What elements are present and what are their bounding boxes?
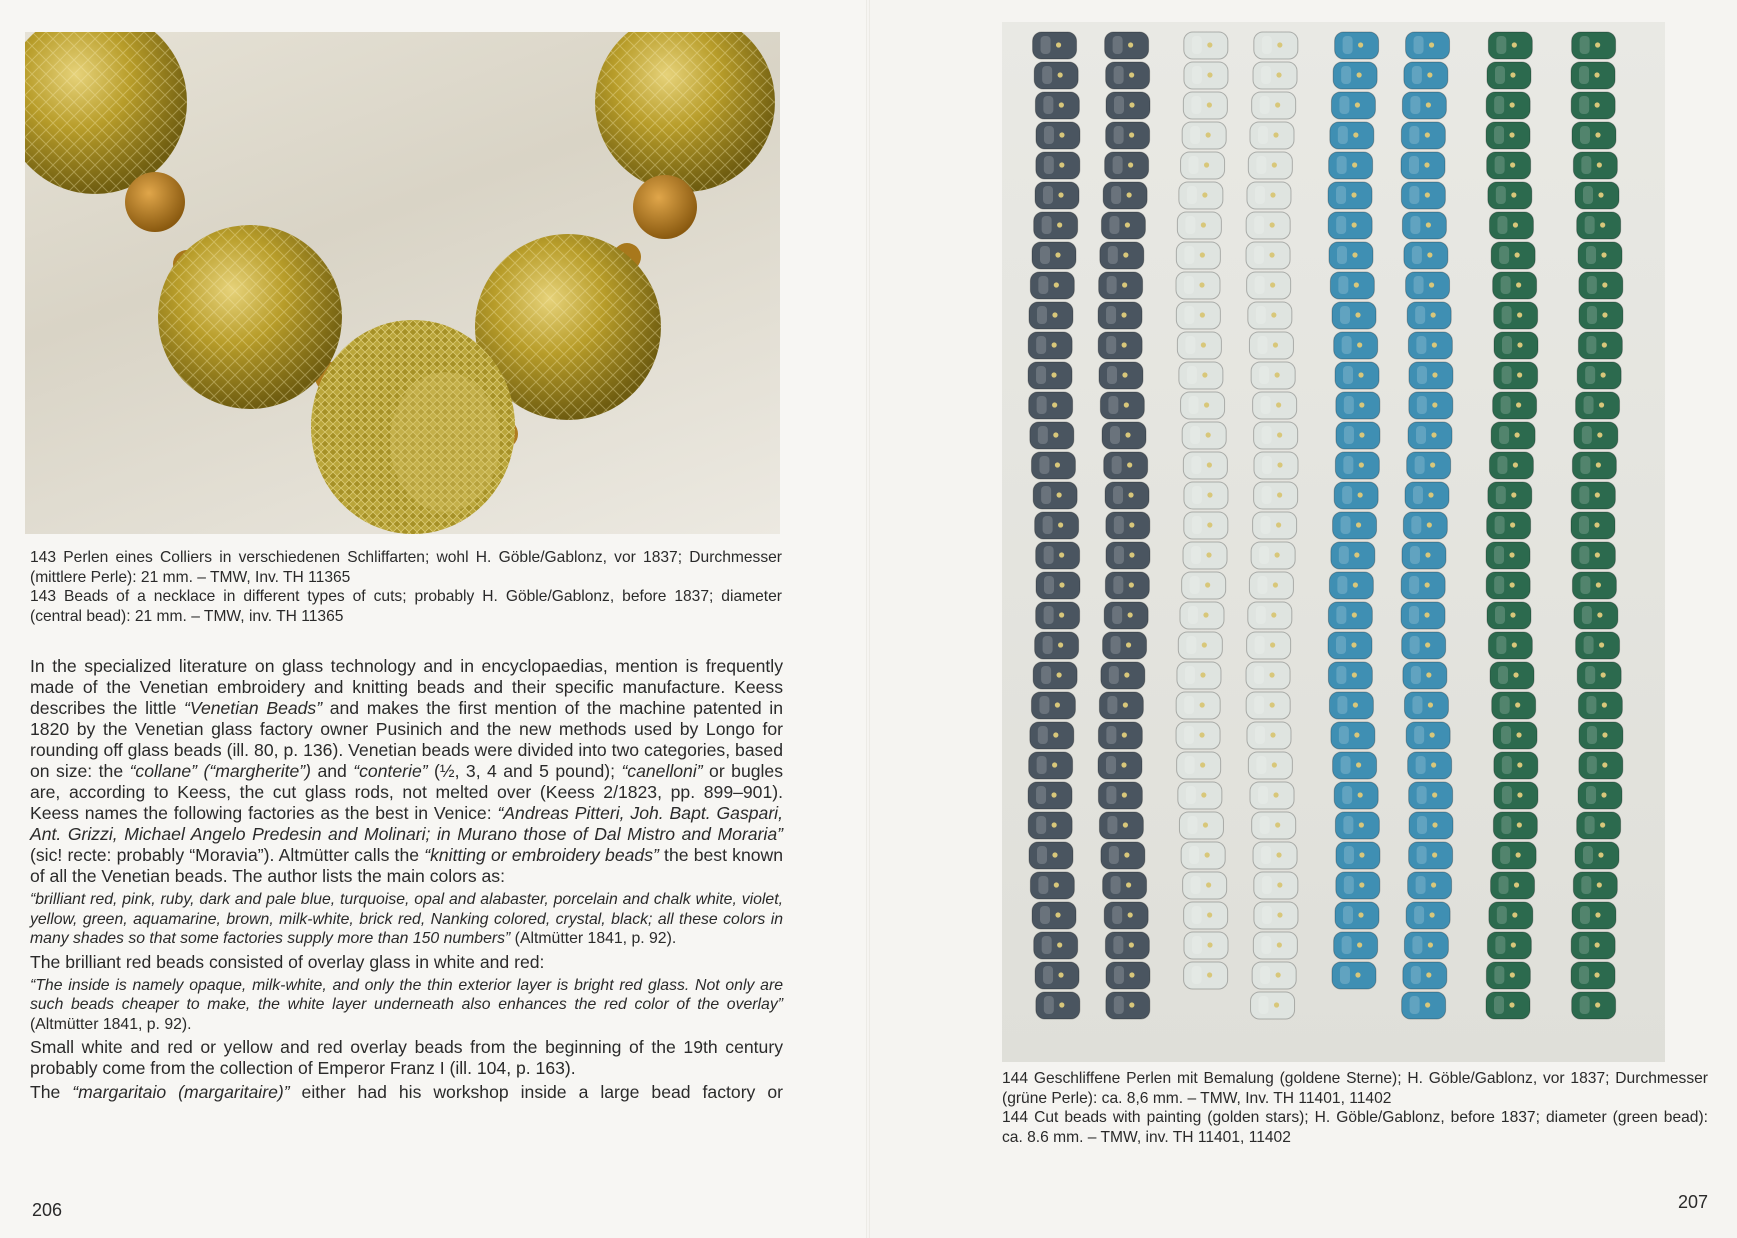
caption-144-en: 144 Cut beads with painting (golden stars); H. Göble/Gablonz, before 1837; diameter (green bead): ca. 8.6 mm. – TMW, inv. TH 11401, 11402 bbox=[1002, 1109, 1708, 1146]
figure-144-caption bbox=[1002, 1069, 1708, 1147]
bead-strand bbox=[1246, 32, 1298, 1019]
page-number-left: 206 bbox=[32, 1200, 63, 1220]
quote-overlay: “The inside is namely opaque, milk-white, and only the thin exterior layer is bright red glass. Not only are such beads cheaper to make, the white layer underneath also enhances the red color of the overlay” (Altmütter 1841, p. 92). bbox=[30, 976, 783, 1033]
bead-central bbox=[311, 320, 515, 534]
book-gutter bbox=[866, 0, 870, 1238]
figure-143-caption bbox=[30, 548, 782, 626]
paragraph-2: The brilliant red beads consisted of overlay glass in white and red: bbox=[30, 951, 545, 972]
bead-top-left bbox=[25, 32, 187, 194]
bead-mid-left bbox=[158, 225, 342, 409]
paragraph-3: Small white and red or yellow and red overlay beads from the beginning of the 19th century probably come from the collection of Emperor Franz I (ill. 104, p. 163). bbox=[30, 1037, 783, 1078]
quote-colors: “brilliant red, pink, ruby, dark and pale blue, turquoise, opal and alabaster, porcelain and chalk white, violet, yellow, green, aquamarine, brown, milk-white, brick red, Nanking colored, crystal, black; all these colors in many shades so that some factories supply more than 150 numbers” (Altmütter 1841, p. 92). bbox=[30, 891, 783, 947]
paragraph-4: The “margaritaio (margaritaire)” either had his workshop inside a large bead factory or bbox=[30, 1082, 783, 1102]
amber-necklace-illustration bbox=[25, 32, 780, 534]
figure-143-photo bbox=[25, 32, 780, 534]
paragraph-1: In the specialized literature on glass technology and in encyclopaedias, mention is frequently made of the Venetian embroidery and knitting beads and their specific manufacture. Keess describes the little “Venetian Beads” and makes the first mention of the machine patented in 1820 by the Venetian glass factory owner Pusinich and the new methods used by Longo for rounding off glass beads (ill. 80, p. 136). Venetian beads were divided into two categories, based on size: the “collane” (“margherite”) and “conterie” (½, 3, 4 and 5 pound); “canelloni” or bugles are, according to Keess, the cut glass rods, not melted over (Keess 2/1823, pp. 899–901). Keess names the following factories as the best in Venice: “Andreas Pitteri, Joh. Bapt. Gaspari, Ant. Grizzi, Michael Angelo Predesin and Molinari; in Murano those of Dal Mistro and Moraria” (sic! recte: probably “Moravia”). Altmütter calls the “knitting or embroidery beads” the best known of all the Venetian beads. The author lists the main colors as: bbox=[30, 656, 784, 886]
bead-strand bbox=[1401, 32, 1453, 1019]
bead-top-right bbox=[595, 32, 775, 192]
figure-144-photo bbox=[1002, 22, 1665, 1062]
caption-144-de: 144 Geschliffene Perlen mit Bemalung (goldene Sterne); H. Göble/Gablonz, vor 1837; Durchmesser (grüne Perle): ca. 8,6 mm. – TMW, Inv. TH 11401, 11402 bbox=[1002, 1070, 1708, 1107]
left-body-text bbox=[30, 656, 783, 1106]
bead-strand bbox=[1028, 32, 1080, 1019]
caption-143-de: 143 Perlen eines Colliers in verschiedenen Schliffarten; wohl H. Göble/Gablonz, vor 1837; Durchmesser (mittlere Perle): 21 mm. – TMW, Inv. TH 11365 bbox=[30, 549, 782, 586]
bead-strand bbox=[1328, 32, 1380, 989]
bead-strand bbox=[1176, 32, 1228, 989]
bead-strand bbox=[1486, 32, 1538, 1019]
bead-strands-illustration bbox=[1002, 22, 1665, 1062]
bead-strand bbox=[1098, 32, 1150, 1019]
caption-143-en: 143 Beads of a necklace in different types of cuts; probably H. Göble/Gablonz, before 1837; diameter (central bead): 21 mm. – TMW, inv. TH 11365 bbox=[30, 588, 782, 625]
page-number-right: 207 bbox=[1678, 1192, 1709, 1212]
bead-strand bbox=[1571, 32, 1623, 1019]
